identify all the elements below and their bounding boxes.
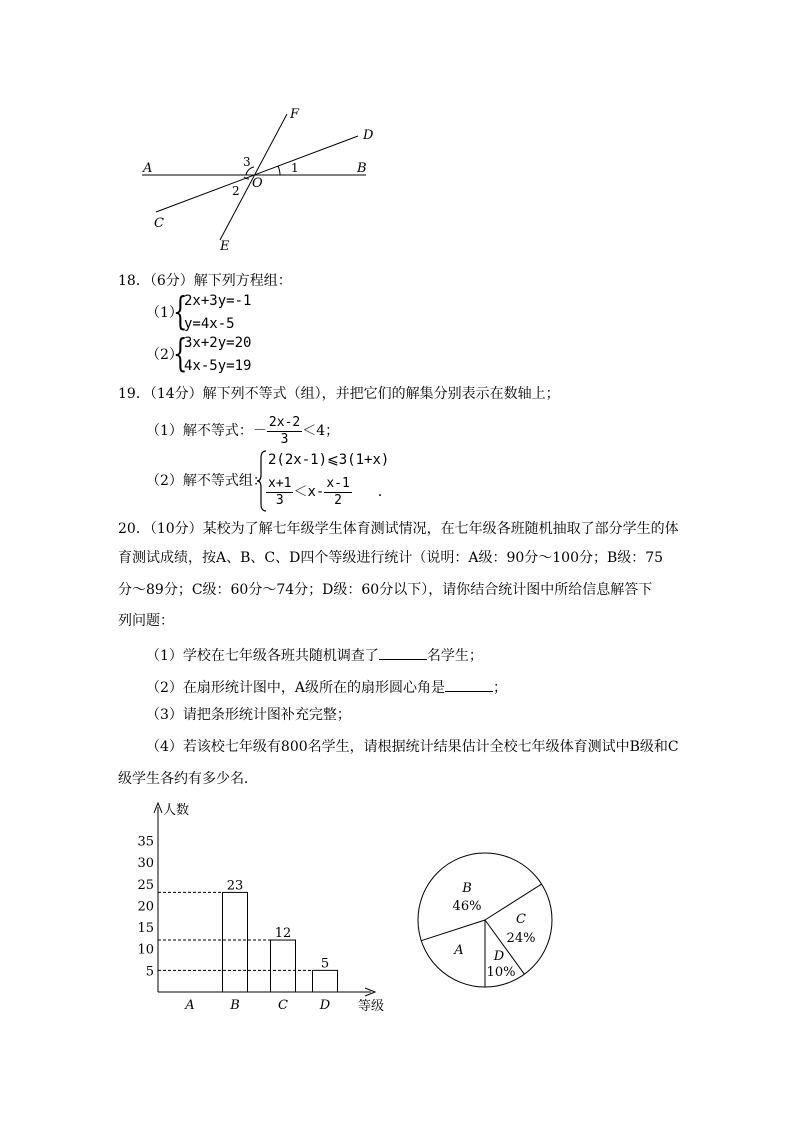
label-C: C — [154, 216, 164, 231]
q20-sub1 — [146, 645, 483, 666]
label-D: D — [363, 128, 374, 143]
angle-arc-1 — [278, 166, 280, 175]
data-label: 12 — [274, 926, 292, 942]
q18-part1-eq2: y=4x-5 — [184, 316, 235, 332]
q20-sub1-b: 名学生； — [426, 648, 483, 664]
y-tick-label: 15 — [137, 921, 154, 937]
q19-part2-mid: ＜x- — [293, 484, 325, 500]
y-tick-label: 20 — [137, 899, 154, 915]
q20-sub3: （3）请把条形统计图补充完整； — [146, 707, 351, 723]
data-label: 5 — [320, 956, 330, 972]
q19-part2-frac1-num: x+1 — [268, 475, 292, 491]
label-F: F — [290, 107, 300, 122]
label-O: O — [252, 176, 263, 191]
q18-part2-label: （2） — [146, 347, 183, 363]
y-tick-label: 10 — [137, 942, 154, 958]
y-tick-label: 35 — [137, 834, 154, 850]
geometry-figure — [130, 100, 390, 260]
q19-part2-frac1-den: 3 — [275, 492, 284, 508]
q19-part1-num: 2x-2 — [268, 414, 301, 430]
label-A: A — [143, 161, 153, 176]
q18-part2-eq1: 3x+2y=20 — [184, 335, 252, 351]
x-axis-label: 等级 — [358, 999, 385, 1014]
q20-sub2-a: （2）在扇形统计图中，A级所在的扇形圆心角是 — [146, 680, 446, 696]
q19-part2-line1: 2(2x-1)⩽3(1+x) — [268, 452, 390, 468]
pie-slice-percent-C: 24% — [506, 931, 536, 946]
pie-slice-label-C: C — [516, 912, 526, 927]
q19-header: 19．（14分）解下列不等式（组），并把它们的解集分别表示在数轴上； — [118, 386, 560, 402]
x-tick-label: D — [319, 998, 331, 1013]
bar — [313, 970, 338, 992]
q19-part2-end: ． — [377, 484, 392, 500]
y-tick-label: 30 — [137, 856, 154, 872]
q19-part2-frac2-num: x-1 — [326, 475, 350, 491]
q18-brace-2: { — [173, 331, 188, 375]
q20-line3: 分～89分；C级：60分～74分；D级：60分以下），请你结合统计图中所给信息解答下 — [118, 582, 653, 598]
q20-sub1-blank — [379, 645, 427, 660]
label-E: E — [220, 239, 230, 254]
label-angle-3: 3 — [243, 155, 251, 169]
pie-slice-label-B: B — [462, 881, 472, 896]
bar-chart — [130, 795, 400, 1020]
q19-part2-frac2-den: 2 — [334, 492, 342, 508]
pie-slice-percent-B: 46% — [452, 899, 482, 914]
q18-header: 18．（6分）解下列方程组： — [118, 273, 292, 289]
q20-sub4a: （4）若该校七年级有800名学生，请根据统计结果估计全校七年级体育测试中B级和C — [146, 739, 679, 755]
q19-part1-fraction — [267, 415, 302, 448]
y-tick-label: 5 — [145, 964, 154, 980]
q18-part2-eq2: 4x-5y=19 — [184, 358, 252, 374]
pie-slice-label-A: A — [454, 943, 464, 958]
label-angle-1: 1 — [291, 161, 299, 175]
pie-slice-label-D: D — [493, 949, 505, 964]
bar — [223, 892, 248, 992]
pie-chart — [415, 850, 555, 995]
bar — [271, 940, 296, 992]
q20-line4: 列问题： — [118, 613, 174, 629]
q19-part1 — [146, 413, 339, 449]
q19-part1-prefix: （1）解不等式：－ — [146, 423, 267, 439]
q19-part2-frac2 — [324, 476, 351, 509]
x-tick-label: B — [230, 998, 240, 1013]
q18-part1-label: （1） — [146, 305, 183, 321]
q18-part1-eq1: 2x+3y=-1 — [184, 293, 252, 309]
pie-slice-percent-D: 10% — [486, 965, 516, 980]
q19-part2-line2 — [266, 474, 392, 510]
q20-sub1-a: （1）学校在七年级各班共随机调查了 — [146, 648, 379, 664]
y-tick-label: 25 — [137, 877, 154, 893]
q20-sub2-b: ； — [493, 680, 508, 696]
label-B: B — [357, 161, 367, 176]
q20-line1: 20．（10分）某校为了解七年级学生体育测试情况，在七年级各班随机抽取了部分学生的体 — [118, 521, 679, 537]
q20-sub2-blank — [445, 677, 493, 692]
line-CD — [156, 136, 358, 212]
label-angle-2: 2 — [232, 184, 240, 198]
data-label: 23 — [226, 878, 244, 894]
q20-sub2 — [146, 677, 507, 698]
q19-part2-prefix: （2）解不等式组： — [146, 473, 267, 489]
q19-part2-frac1 — [266, 476, 293, 509]
q20-line2: 育测试成绩，按A、B、C、D四个等级进行统计（说明：A级：90分～100分；B级：75 — [118, 550, 664, 566]
q20-sub4b: 级学生各约有多少名． — [118, 771, 258, 787]
x-tick-label: A — [185, 998, 195, 1013]
q19-part1-suffix: ＜4； — [302, 423, 340, 439]
q18-brace-1: { — [173, 289, 188, 333]
y-axis-label: 人数 — [163, 803, 190, 818]
q19-part1-den: 3 — [280, 431, 289, 447]
x-tick-label: C — [278, 998, 288, 1013]
